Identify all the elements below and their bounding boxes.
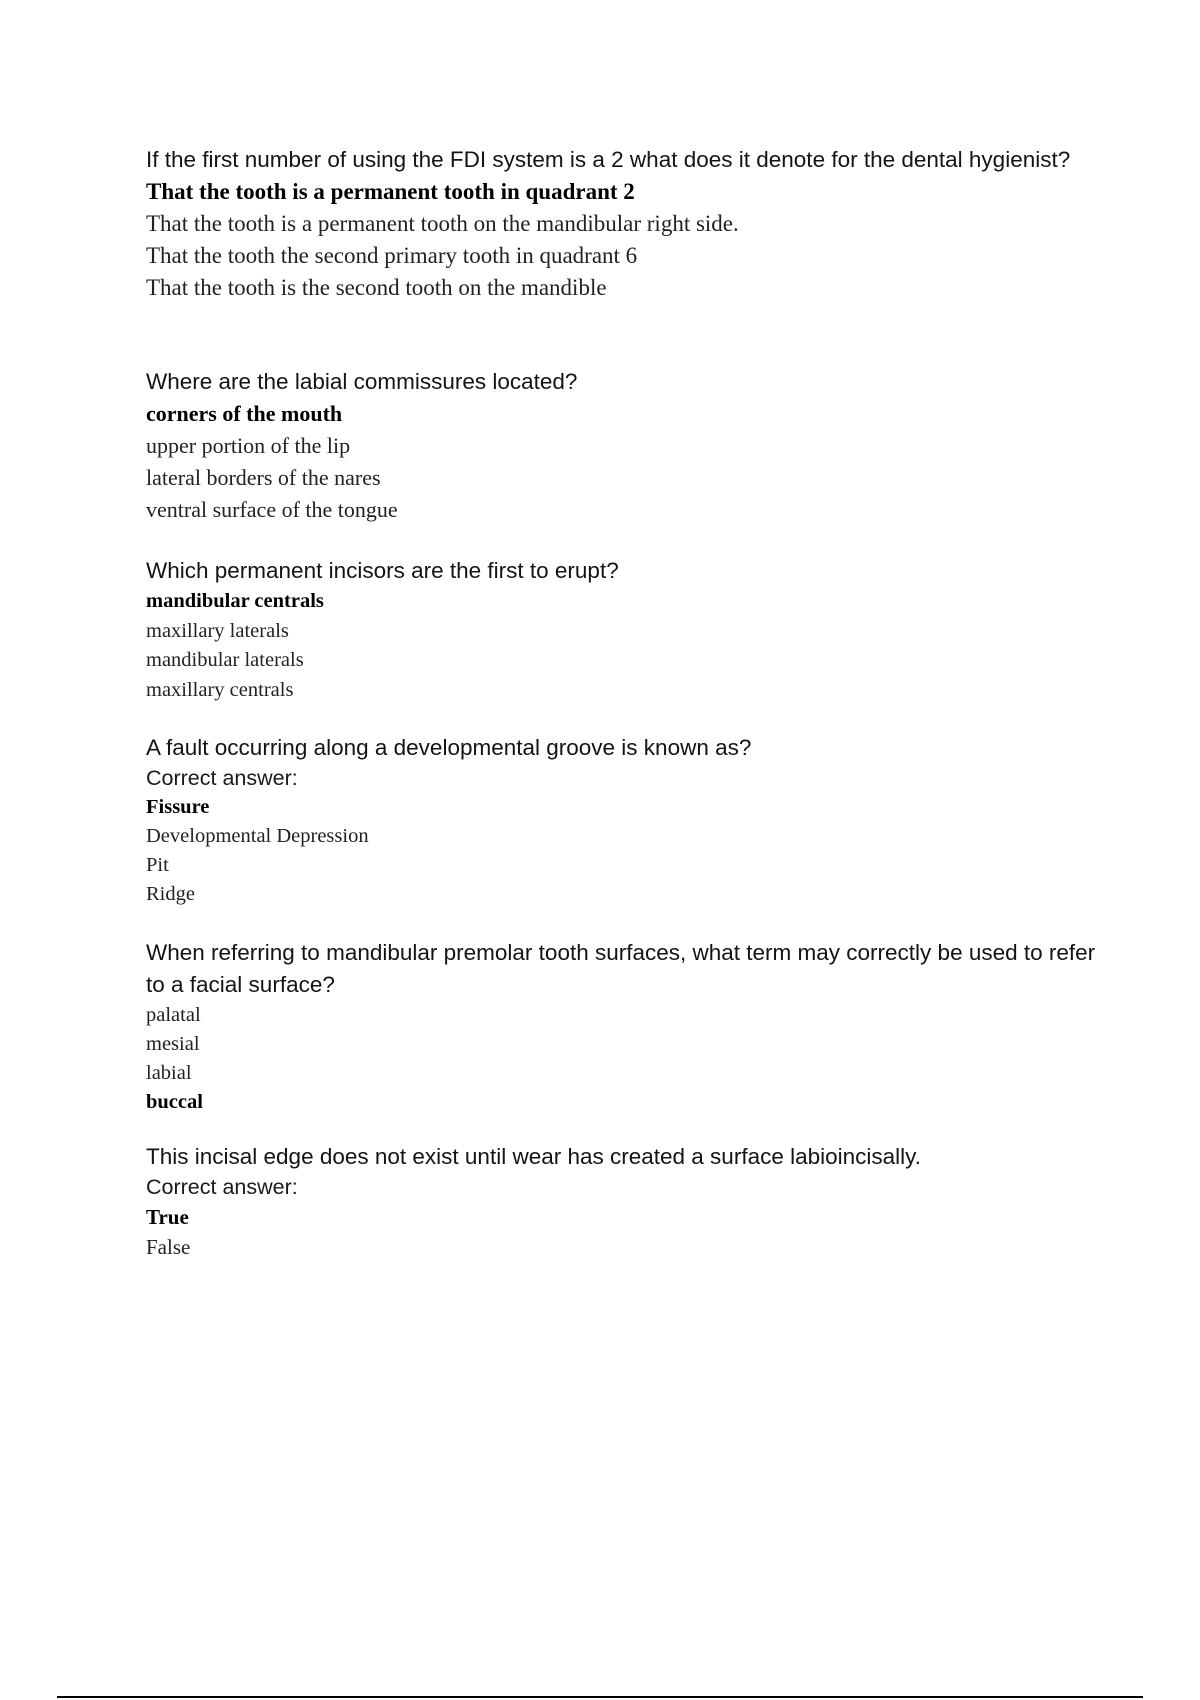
- answer-option: Ridge: [146, 883, 195, 905]
- answer-option: mesial: [146, 1033, 200, 1055]
- question-block: [146, 1141, 1096, 1262]
- question-text: Which permanent incisors are the first to erupt?: [146, 558, 619, 583]
- answer-option-correct: corners of the mouth: [146, 401, 343, 426]
- answer-option: maxillary centrals: [146, 678, 294, 701]
- question-block: [146, 144, 1096, 304]
- answer-option: False: [146, 1235, 191, 1259]
- question-block: [146, 366, 1096, 526]
- question-block: [146, 937, 1096, 1117]
- question-block: [146, 555, 1096, 705]
- answer-option-correct: True: [146, 1205, 189, 1229]
- question-text: A fault occurring along a developmental groove is known as?: [146, 735, 752, 760]
- correct-answer-label: Correct answer:: [146, 1175, 298, 1199]
- answer-option: That the tooth is a permanent tooth on the mandibular right side.: [146, 211, 739, 236]
- question-text: Where are the labial commissures located?: [146, 369, 578, 394]
- answer-option-correct: mandibular centrals: [146, 590, 324, 612]
- answer-option: Developmental Depression: [146, 825, 369, 847]
- answer-option: Pit: [146, 854, 169, 876]
- answer-option: lateral borders of the nares: [146, 465, 381, 490]
- question-text: When referring to mandibular premolar tooth surfaces, what term may correctly be used to refer to a facial surface?: [146, 940, 1096, 997]
- page-bottom-divider: [57, 1696, 1143, 1698]
- correct-answer-label: Correct answer:: [146, 766, 298, 790]
- answer-option-correct: Fissure: [146, 796, 210, 818]
- answer-option: mandibular laterals: [146, 649, 304, 671]
- answer-option: That the tooth is the second tooth on the mandible: [146, 275, 607, 300]
- answer-option: That the tooth the second primary tooth in quadrant 6: [146, 243, 638, 268]
- answer-option: palatal: [146, 1004, 201, 1026]
- answer-option-correct: That the tooth is a permanent tooth in quadrant 2: [146, 179, 635, 204]
- answer-option: upper portion of the lip: [146, 433, 351, 458]
- question-block: [146, 732, 1096, 909]
- answer-option: ventral surface of the tongue: [146, 497, 398, 522]
- question-text: This incisal edge does not exist until wear has created a surface labioincisally.: [146, 1144, 921, 1169]
- answer-option: maxillary laterals: [146, 619, 289, 642]
- answer-option: labial: [146, 1062, 192, 1084]
- question-text: If the first number of using the FDI system is a 2 what does it denote for the dental hygienist?: [146, 147, 1071, 172]
- answer-option-correct: buccal: [146, 1091, 203, 1113]
